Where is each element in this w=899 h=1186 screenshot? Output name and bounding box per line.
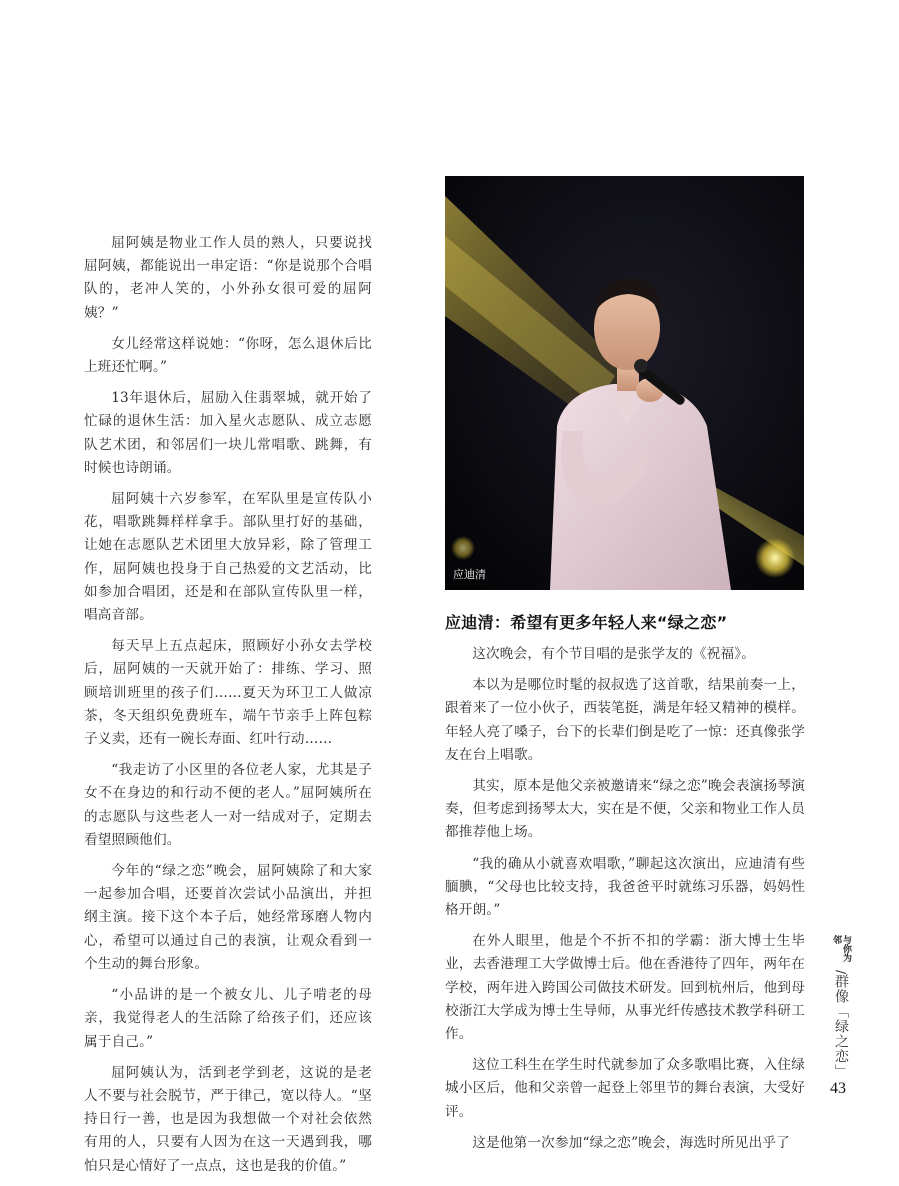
paragraph: 每天早上五点起床，照顾好小孙女去学校后，屈阿姨的一天就开始了：排练、学习、照顾培训班里的孩子们……夏天为环卫工人做凉茶，冬天组织免费班车，端午节亲手上阵包粽子义卖，还有一碗长寿面、红叶行动…… — [84, 638, 372, 748]
paragraph: 今年的“绿之恋”晚会，屈阿姨除了和大家一起参加合唱，还要首次尝试小品演出，并担纲主演。接下这个本子后，她经常琢磨人物内心，希望可以通过自己的表演，让观众看到一个生动的舞台形象。 — [84, 863, 372, 972]
paragraph: 在外人眼里，他是个不折不扣的学霸：浙大博士生毕业，去香港理工大学做博士后。他在香港待了四年，两年在学校，两年进入跨国公司做技术研发。回到杭州后，他到母校浙江大学成为博士生导师，从事光纤传感技术教学科研工作。 — [445, 933, 805, 1043]
paragraph: 屈阿姨认为，活到老学到老，这说的是老人不要与社会脱节，严于律己，宽以待人。“坚持日行一善，也是因为我想做一个对社会依然有用的人，只要有人因为在这一天遇到我，哪怕只是心情好了一点点，这也是我的价值。” — [84, 1064, 372, 1174]
paragraph: 其实，原本是他父亲被邀请来“绿之恋”晚会表演扬琴演奏，但考虑到扬琴太大，实在是不便，父亲和物业工作人员都推荐他上场。 — [445, 778, 805, 841]
singer-photo — [445, 176, 804, 590]
paragraph: 这是他第一次参加“绿之恋”晚会，海选时所见出乎了 — [472, 1134, 790, 1151]
paragraph: 这位工科生在学生时代就参加了众多歌唱比赛，入住绿城小区后，他和父亲曾一起登上邻里节的舞台表演，大受好评。 — [445, 1057, 805, 1120]
section-name-large: 群像「绿之恋」 — [833, 973, 849, 1079]
paragraph: 13年退休后，屈励入住翡翠城，就开始了忙碌的退休生活：加入星火志愿队、成立志愿队艺术团，和邻居们一块儿常唱歌、跳舞，有时候也诗朗诵。 — [84, 390, 372, 476]
paragraph: “小品讲的是一个被女儿、儿子啃老的母亲，我觉得老人的生活除了给孩子们，还应该属于自己。” — [84, 987, 372, 1050]
right-article-column — [445, 643, 805, 1163]
paragraph: 屈阿姨是物业工作人员的熟人，只要说找屈阿姨，都能说出一串定语：“你是说那个合唱队的，老冲人笑的，小外孙女很可爱的屈阿姨？” — [84, 235, 372, 321]
paragraph: 本以为是哪位时髦的叔叔选了这首歌，结果前奏一上，跟着来了一位小伙子，西装笔挺，满是年轻又精神的模样。年轻人亮了嗓子，台下的长辈们倒是吃了一惊：还真像张学友在台上唱歌。 — [445, 677, 805, 763]
section-separator: / — [834, 969, 848, 974]
section-name-small: 与你为邻 — [831, 935, 851, 962]
page-number: 43 — [830, 1080, 846, 1097]
section-sidebar-label — [831, 935, 851, 1079]
paragraph: “我走访了小区里的各位老人家，尤其是子女不在身边的和行动不便的老人。”屈阿姨所在的志愿队与这些老人一对一结成对子，定期去看望照顾他们。 — [84, 762, 372, 848]
paragraph: “我的确从小就喜欢唱歌，”聊起这次演出，应迪清有些腼腆，“父母也比较支持，我爸爸平时就练习乐器，妈妈性格开朗。” — [445, 855, 805, 919]
left-article-column — [84, 232, 372, 1186]
paragraph: 屈阿姨十六岁参军，在军队里是宣传队小花，唱歌跳舞样样拿手。部队里打好的基础，让她在志愿队艺术团里大放异彩，除了管理工作，屈阿姨也投身于自己热爱的文艺活动，比如参加合唱团，还是和在部队宣传队里一样，唱高音部。 — [84, 491, 372, 624]
photo-caption: 应迪清 — [453, 568, 486, 581]
paragraph: 女儿经常这样说她：“你呀，怎么退休后比上班还忙啊。” — [84, 335, 372, 376]
stage-photo-illustration — [445, 176, 804, 590]
paragraph: 这次晚会，有个节目唱的是张学友的《祝福》。 — [472, 646, 756, 662]
section-heading: 应迪清：希望有更多年轻人来“绿之恋” — [445, 613, 728, 632]
